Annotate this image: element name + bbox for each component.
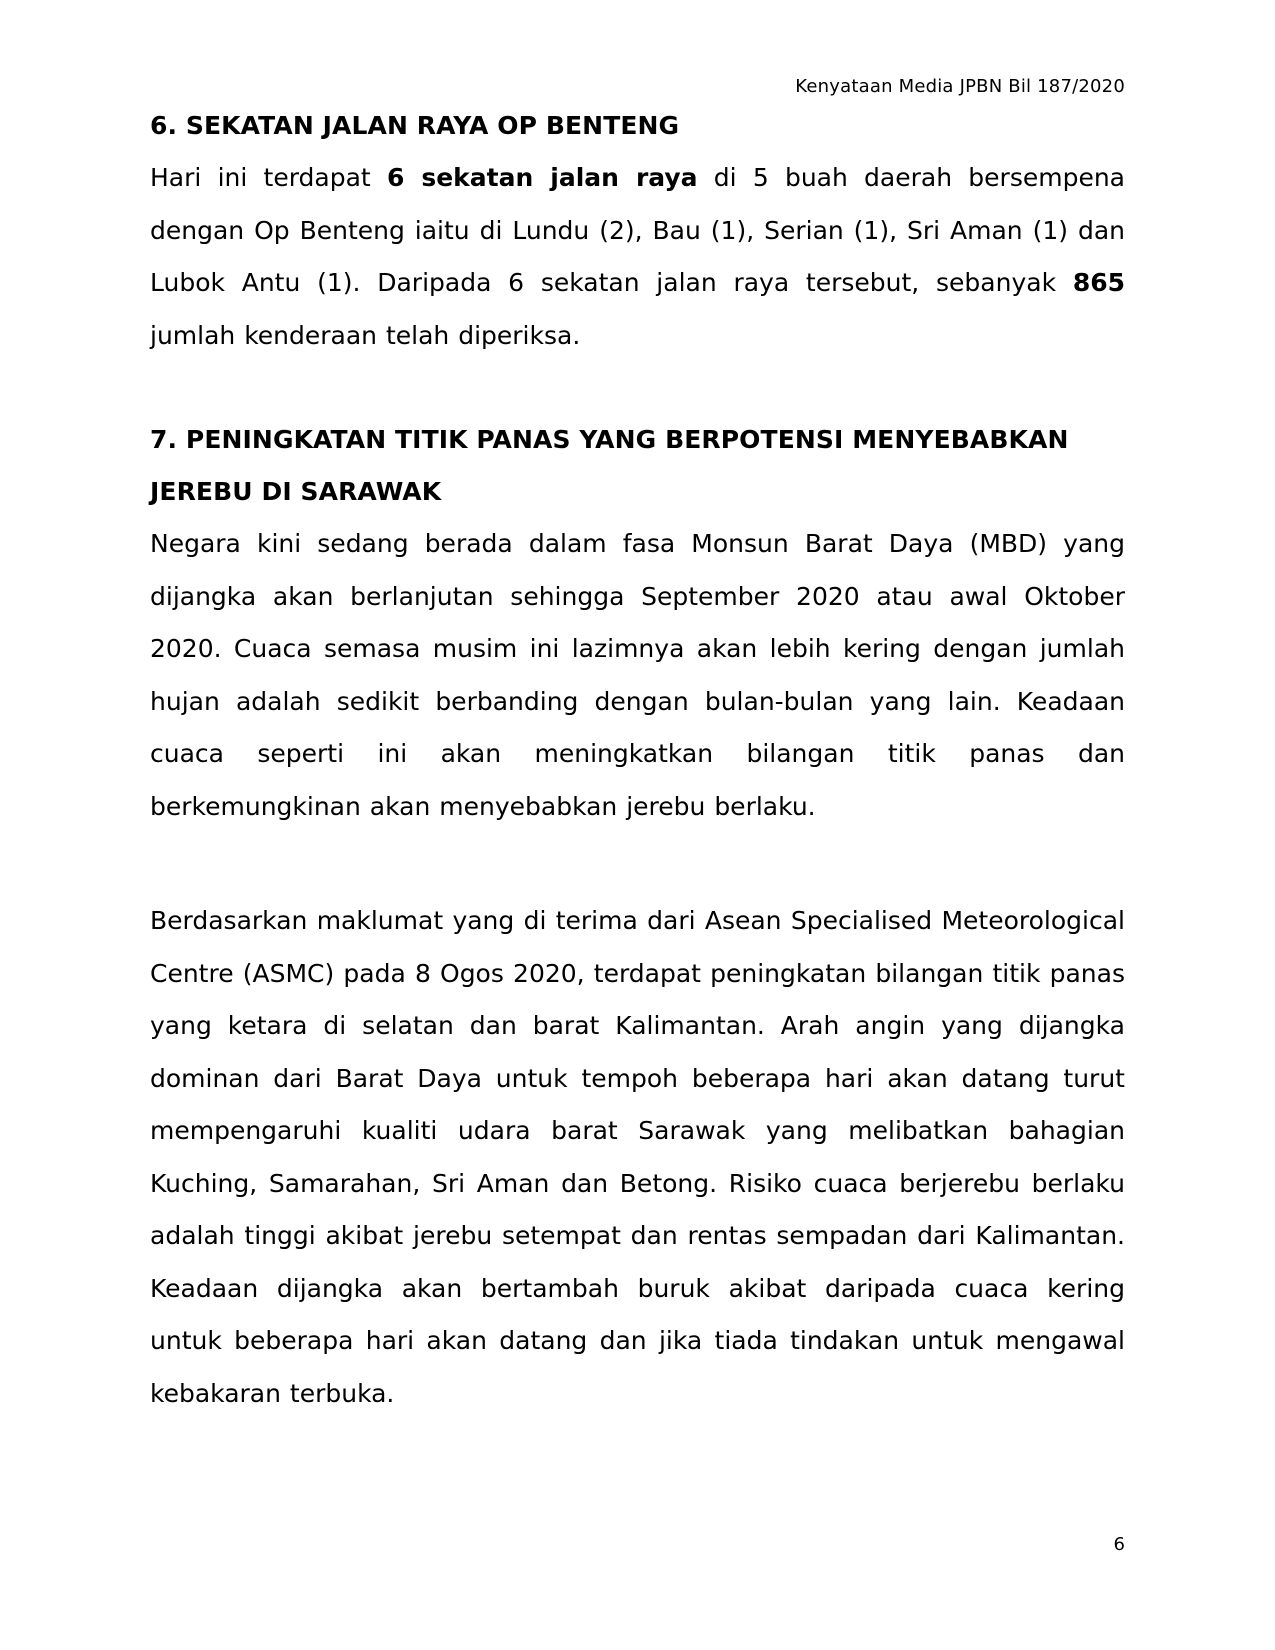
paragraph-spacer <box>150 833 1125 895</box>
section-6-text-start: Hari ini terdapat <box>150 163 387 192</box>
section-7-heading: 7. PENINGKATAN TITIK PANAS YANG BERPOTENSI MENYEBABKAN JEREBU DI SARAWAK <box>150 425 1069 506</box>
section-6-text-middle: di 5 buah daerah bersempena dengan Op Benteng iaitu di Lundu (2), Bau (1), Serian (1), Sri Aman (1) dan Lubok Antu (1). Daripada 6 sekatan jalan raya tersebut, sebanyak <box>150 163 1125 297</box>
section-6-heading: 6. SEKATAN JALAN RAYA OP BENTENG <box>150 111 680 140</box>
page-number: 6 <box>1113 1534 1125 1555</box>
section-7-paragraph-2: Berdasarkan maklumat yang di terima dari Asean Specialised Meteorological Centre (ASMC) pada 8 Ogos 2020, terdapat peningkatan bilangan titik panas yang ketara di selatan dan barat Kalimantan. Arah angin yang dijangka dominan dari Barat Daya untuk tempoh beberapa hari akan datang turut mempengaruhi kualiti udara barat Sarawak yang melibatkan bahagian Kuching, Samarahan, Sri Aman dan Betong. Risiko cuaca berjerebu berlaku adalah tinggi akibat jerebu setempat dan rentas sempadan dari Kalimantan. Keadaan dijangka akan bertambah buruk akibat daripada cuaca kering untuk beberapa hari akan datang dan jika tiada tindakan untuk mengawal kebakaran terbuka. <box>150 906 1125 1408</box>
document-reference: Kenyataan Media JPBN Bil 187/2020 <box>795 76 1125 97</box>
section-6-paragraph <box>150 152 1125 362</box>
section-6-text-end: jumlah kenderaan telah diperiksa. <box>150 320 581 350</box>
document-body <box>150 100 1125 1420</box>
roadblock-count: 6 sekatan jalan raya <box>386 163 698 192</box>
vehicle-count: 865 <box>1072 268 1125 297</box>
section-7-paragraph-1: Negara kini sedang berada dalam fasa Monsun Barat Daya (MBD) yang dijangka akan berlanjutan sehingga September 2020 atau awal Oktober 2020. Cuaca semasa musim ini lazimnya akan lebih kering dengan jumlah hujan adalah sedikit berbanding dengan bulan-bulan yang lain. Keadaan cuaca seperti ini akan meningkatkan bilangan titik panas dan berkemungkinan akan menyebabkan jerebu berlaku. <box>150 529 1125 821</box>
section-spacer <box>150 362 1125 414</box>
